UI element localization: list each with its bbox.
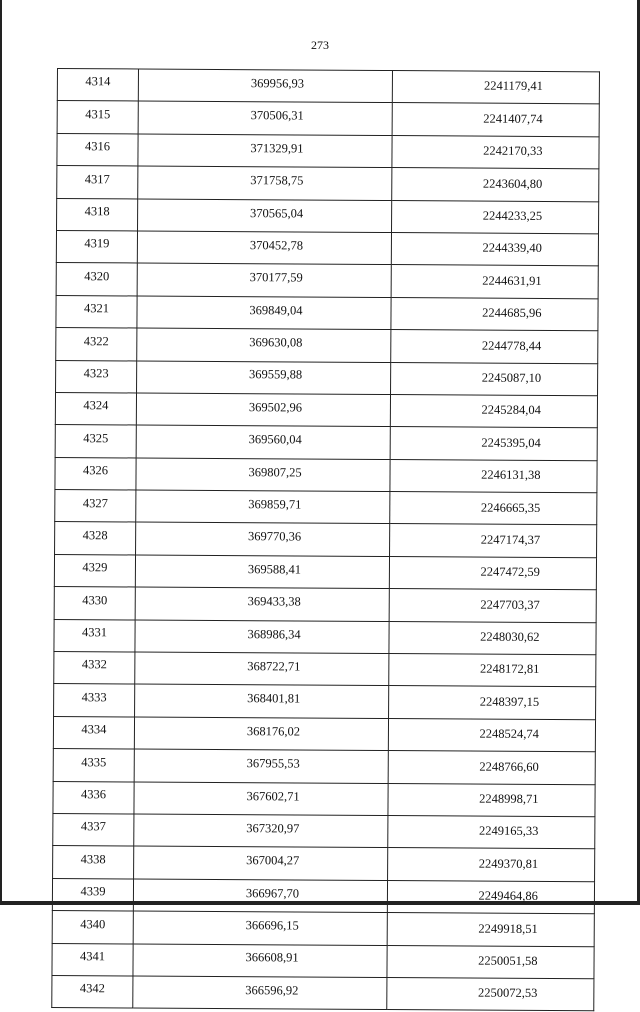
x-coordinate-cell: 369588,41 <box>135 555 389 589</box>
point-number-cell: 4324 <box>55 392 136 425</box>
y-coordinate-cell: 2248030,62 <box>389 621 596 655</box>
x-coordinate-cell: 366967,70 <box>133 879 387 913</box>
y-coordinate-cell: 2250072,53 <box>387 977 594 1011</box>
x-coordinate-cell: 369560,04 <box>136 425 390 459</box>
table-row <box>52 975 594 1011</box>
y-coordinate-cell: 2241407,74 <box>392 103 599 137</box>
point-number-cell: 4332 <box>54 652 135 685</box>
table-row <box>52 878 594 914</box>
point-number-cell: 4341 <box>52 943 133 976</box>
x-coordinate-cell: 369956,93 <box>138 69 392 103</box>
y-coordinate-cell: 2245395,04 <box>390 427 597 461</box>
point-number-cell: 4321 <box>56 295 137 328</box>
x-coordinate-cell: 370177,59 <box>137 263 391 297</box>
x-coordinate-cell: 367004,27 <box>134 846 388 880</box>
y-coordinate-cell: 2248998,71 <box>388 783 595 817</box>
point-number-cell: 4336 <box>53 781 134 814</box>
y-coordinate-cell: 2247472,59 <box>389 556 596 590</box>
x-coordinate-cell: 369433,38 <box>135 587 389 621</box>
x-coordinate-cell: 369807,25 <box>136 458 390 492</box>
x-coordinate-cell: 369630,08 <box>137 328 391 362</box>
point-number-cell: 4319 <box>56 230 137 263</box>
x-coordinate-cell: 369849,04 <box>137 296 391 330</box>
y-coordinate-cell: 2248172,81 <box>389 654 596 688</box>
coordinates-table-body <box>52 69 600 1012</box>
table-row <box>53 716 595 752</box>
table-row <box>52 911 594 947</box>
point-number-cell: 4326 <box>55 457 136 490</box>
y-coordinate-cell: 2250051,58 <box>387 945 594 979</box>
x-coordinate-cell: 371329,91 <box>138 134 392 168</box>
table-row <box>57 69 599 105</box>
point-number-cell: 4320 <box>56 263 137 296</box>
x-coordinate-cell: 369859,71 <box>136 490 390 524</box>
point-number-cell: 4327 <box>55 490 136 523</box>
x-coordinate-cell: 369502,96 <box>136 393 390 427</box>
table-row <box>56 360 598 396</box>
point-number-cell: 4322 <box>56 328 137 361</box>
page-edge-left <box>0 0 2 905</box>
y-coordinate-cell: 2246131,38 <box>390 459 597 493</box>
x-coordinate-cell: 370506,31 <box>138 101 392 135</box>
point-number-cell: 4316 <box>57 133 138 166</box>
point-number-cell: 4317 <box>57 166 138 199</box>
x-coordinate-cell: 367602,71 <box>134 782 388 816</box>
y-coordinate-cell: 2246665,35 <box>390 492 597 526</box>
y-coordinate-cell: 2243604,80 <box>392 168 599 202</box>
point-number-cell: 4314 <box>57 69 138 102</box>
point-number-cell: 4339 <box>52 878 133 911</box>
y-coordinate-cell: 2249464,86 <box>387 880 594 914</box>
x-coordinate-cell: 370565,04 <box>138 199 392 233</box>
y-coordinate-cell: 2244631,91 <box>391 265 598 299</box>
y-coordinate-cell: 2248766,60 <box>388 751 595 785</box>
table-row <box>55 392 597 428</box>
point-number-cell: 4325 <box>55 425 136 458</box>
table-row <box>54 619 596 655</box>
y-coordinate-cell: 2249165,33 <box>388 816 595 850</box>
y-coordinate-cell: 2242170,33 <box>392 135 599 169</box>
x-coordinate-cell: 368986,34 <box>135 620 389 654</box>
coordinates-table <box>51 68 600 1012</box>
x-coordinate-cell: 367320,97 <box>134 814 388 848</box>
y-coordinate-cell: 2247703,37 <box>389 589 596 623</box>
point-number-cell: 4331 <box>54 619 135 652</box>
table-row <box>53 813 595 849</box>
x-coordinate-cell: 366596,92 <box>133 976 387 1010</box>
x-coordinate-cell: 370452,78 <box>137 231 391 265</box>
point-number-cell: 4337 <box>53 813 134 846</box>
table-row <box>53 781 595 817</box>
y-coordinate-cell: 2249918,51 <box>387 913 594 947</box>
table-row <box>56 230 598 266</box>
x-coordinate-cell: 367955,53 <box>134 749 388 783</box>
table-row <box>57 101 599 137</box>
point-number-cell: 4335 <box>53 749 134 782</box>
table-row <box>54 652 596 688</box>
y-coordinate-cell: 2244778,44 <box>391 330 598 364</box>
y-coordinate-cell: 2244685,96 <box>391 297 598 331</box>
y-coordinate-cell: 2248397,15 <box>389 686 596 720</box>
table-row <box>53 846 595 882</box>
point-number-cell: 4338 <box>53 846 134 879</box>
x-coordinate-cell: 366696,15 <box>133 911 387 945</box>
x-coordinate-cell: 368176,02 <box>134 717 388 751</box>
table-row <box>52 943 594 979</box>
table-row <box>54 554 596 590</box>
point-number-cell: 4340 <box>52 911 133 944</box>
y-coordinate-cell: 2249370,81 <box>388 848 595 882</box>
table-row <box>53 749 595 785</box>
table-row <box>54 684 596 720</box>
table-row <box>56 263 598 299</box>
table-row <box>57 198 599 234</box>
table-row <box>55 425 597 461</box>
y-coordinate-cell: 2245284,04 <box>390 394 597 428</box>
x-coordinate-cell: 371758,75 <box>138 166 392 200</box>
y-coordinate-cell: 2241179,41 <box>392 71 599 105</box>
point-number-cell: 4318 <box>57 198 138 231</box>
x-coordinate-cell: 368401,81 <box>135 684 389 718</box>
x-coordinate-cell: 369559,88 <box>137 361 391 395</box>
table-row <box>55 457 597 493</box>
page-number: 273 <box>311 38 329 52</box>
table-row <box>56 295 598 331</box>
table-row <box>54 587 596 623</box>
y-coordinate-cell: 2244233,25 <box>392 200 599 234</box>
y-coordinate-cell: 2247174,37 <box>390 524 597 558</box>
table-row <box>56 328 598 364</box>
y-coordinate-cell: 2248524,74 <box>388 718 595 752</box>
x-coordinate-cell: 369770,36 <box>136 522 390 556</box>
y-coordinate-cell: 2245087,10 <box>391 362 598 396</box>
point-number-cell: 4333 <box>54 684 135 717</box>
table-row <box>55 522 597 558</box>
point-number-cell: 4342 <box>52 975 133 1008</box>
point-number-cell: 4330 <box>54 587 135 620</box>
x-coordinate-cell: 366608,91 <box>133 944 387 978</box>
y-coordinate-cell: 2244339,40 <box>391 232 598 266</box>
table-row <box>55 490 597 526</box>
point-number-cell: 4328 <box>55 522 136 555</box>
table-row <box>57 133 599 169</box>
table-row <box>57 166 599 202</box>
point-number-cell: 4323 <box>56 360 137 393</box>
x-coordinate-cell: 368722,71 <box>135 652 389 686</box>
point-number-cell: 4315 <box>57 101 138 134</box>
point-number-cell: 4329 <box>54 554 135 587</box>
point-number-cell: 4334 <box>53 716 134 749</box>
